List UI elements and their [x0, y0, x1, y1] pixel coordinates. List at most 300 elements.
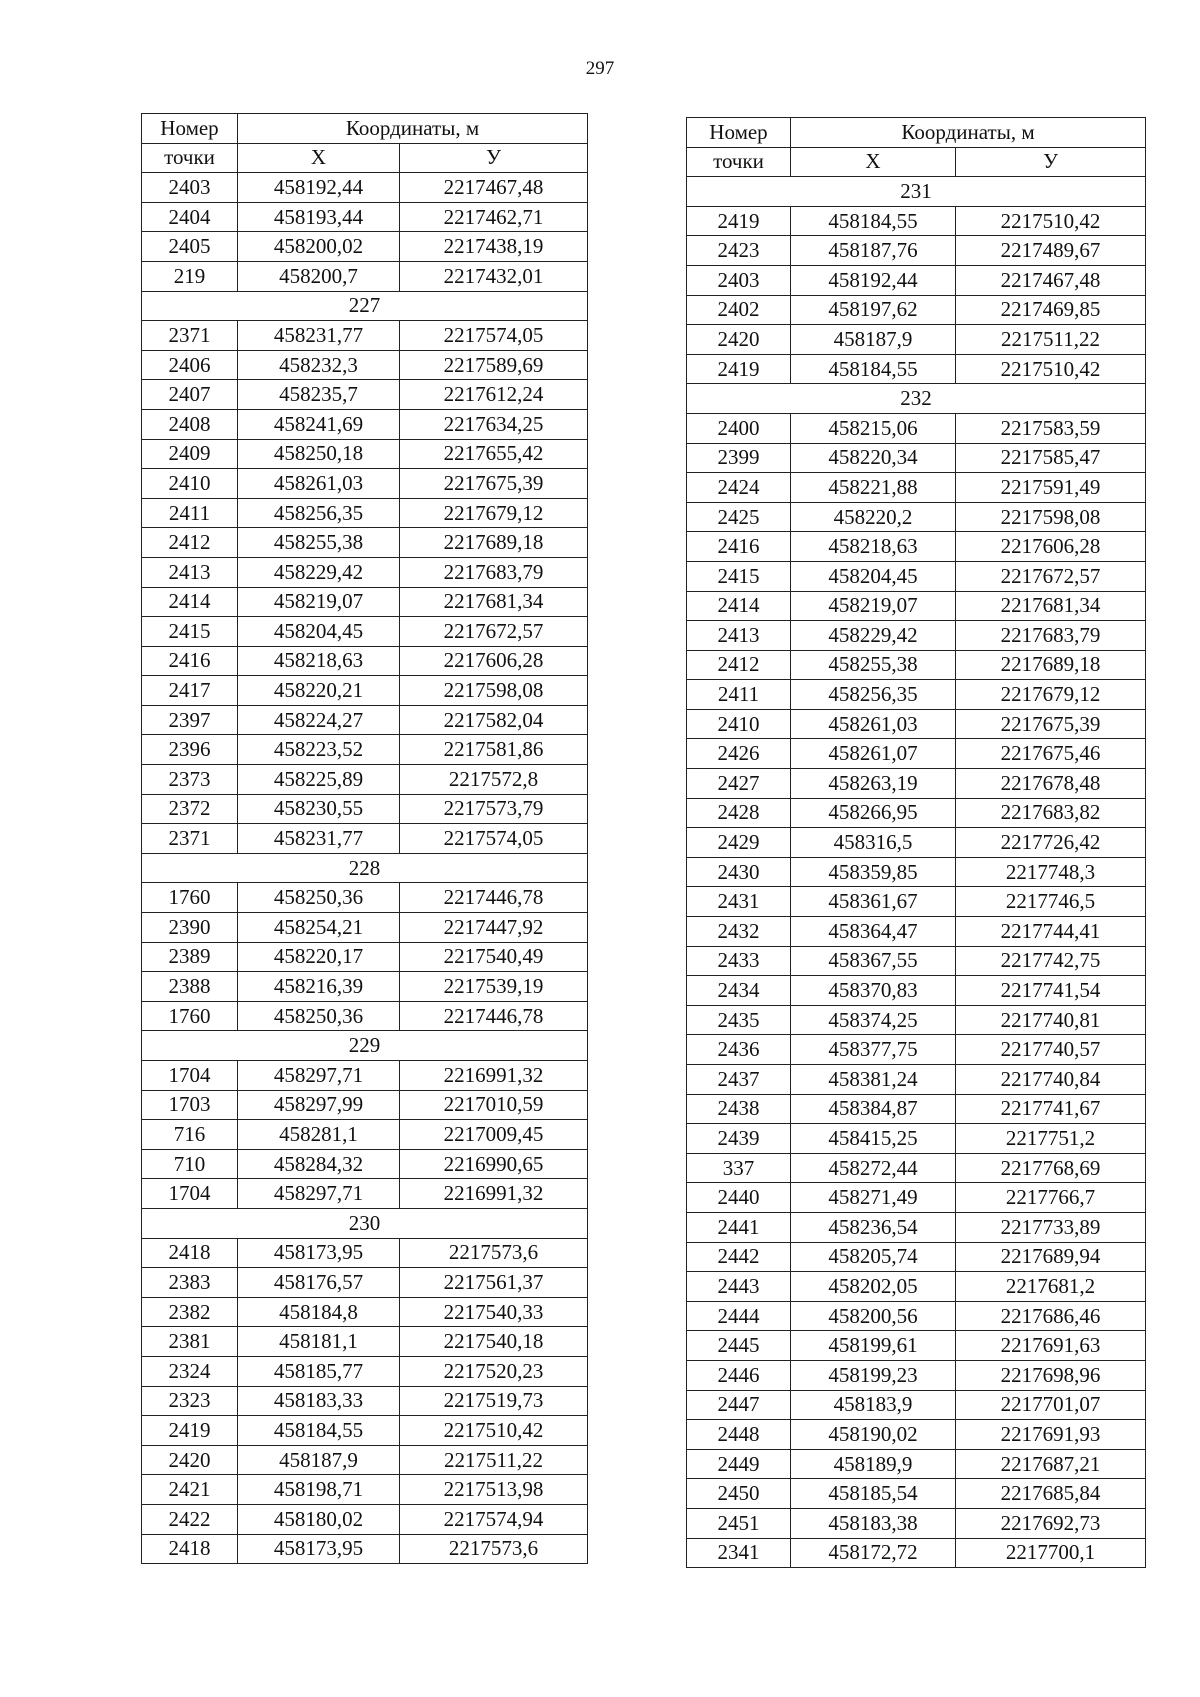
point-number-cell: 2372	[142, 794, 238, 824]
y-coordinate-cell: 2216990,65	[400, 1149, 588, 1179]
table-row	[142, 173, 588, 203]
point-number-cell: 2383	[142, 1268, 238, 1298]
table-row	[687, 621, 1146, 651]
y-coordinate-cell: 2217585,47	[956, 443, 1146, 473]
table-row	[687, 325, 1146, 355]
point-number-cell: 2417	[142, 676, 238, 706]
x-coordinate-cell: 458172,72	[791, 1538, 956, 1568]
table-row	[142, 1386, 588, 1416]
table-body-right	[687, 177, 1146, 1568]
section-row	[142, 853, 588, 883]
point-number-cell: 2450	[687, 1479, 791, 1509]
y-coordinate-cell: 2217681,2	[956, 1272, 1146, 1302]
x-coordinate-cell: 458229,42	[791, 621, 956, 651]
x-coordinate-cell: 458200,02	[238, 232, 400, 262]
y-coordinate-cell: 2217520,23	[400, 1356, 588, 1386]
y-coordinate-cell: 2217675,39	[956, 709, 1146, 739]
y-coordinate-cell: 2217519,73	[400, 1386, 588, 1416]
x-coordinate-cell: 458221,88	[791, 473, 956, 503]
y-coordinate-cell: 2217741,54	[956, 976, 1146, 1006]
x-coordinate-cell: 458374,25	[791, 1005, 956, 1035]
y-coordinate-cell: 2217510,42	[956, 206, 1146, 236]
x-coordinate-cell: 458220,2	[791, 502, 956, 532]
x-coordinate-cell: 458266,95	[791, 798, 956, 828]
y-coordinate-cell: 2217573,6	[400, 1534, 588, 1564]
table-row	[687, 1212, 1146, 1242]
point-number-cell: 2446	[687, 1360, 791, 1390]
table-row	[142, 1475, 588, 1505]
table-row	[687, 1242, 1146, 1272]
x-coordinate-cell: 458361,67	[791, 887, 956, 917]
coordinates-table-right	[686, 117, 1146, 1568]
x-coordinate-cell: 458241,69	[238, 409, 400, 439]
x-coordinate-cell: 458185,54	[791, 1479, 956, 1509]
section-number: 232	[687, 384, 1146, 414]
header-y: У	[956, 147, 1146, 177]
table-row	[142, 1061, 588, 1091]
point-number-cell: 2444	[687, 1301, 791, 1331]
x-coordinate-cell: 458220,17	[238, 942, 400, 972]
point-number-cell: 2435	[687, 1005, 791, 1035]
point-number-cell: 2424	[687, 473, 791, 503]
point-number-cell: 2403	[687, 265, 791, 295]
point-number-cell: 2410	[687, 709, 791, 739]
point-number-cell: 2442	[687, 1242, 791, 1272]
point-number-cell: 337	[687, 1153, 791, 1183]
y-coordinate-cell: 2217685,84	[956, 1479, 1146, 1509]
point-number-cell: 2400	[687, 413, 791, 443]
x-coordinate-cell: 458359,85	[791, 857, 956, 887]
y-coordinate-cell: 2217510,42	[400, 1416, 588, 1446]
header-y: У	[400, 143, 588, 173]
table-row	[687, 236, 1146, 266]
x-coordinate-cell: 458219,07	[791, 591, 956, 621]
point-number-cell: 2399	[687, 443, 791, 473]
y-coordinate-cell: 2217681,34	[956, 591, 1146, 621]
point-number-cell: 2409	[142, 439, 238, 469]
point-number-cell: 2440	[687, 1183, 791, 1213]
header-point-number-2: точки	[142, 143, 238, 173]
point-number-cell: 2441	[687, 1212, 791, 1242]
table-row	[142, 765, 588, 795]
table-row	[687, 887, 1146, 917]
table-row	[142, 350, 588, 380]
y-coordinate-cell: 2217683,79	[956, 621, 1146, 651]
y-coordinate-cell: 2217741,67	[956, 1094, 1146, 1124]
point-number-cell: 2403	[142, 173, 238, 203]
x-coordinate-cell: 458220,34	[791, 443, 956, 473]
x-coordinate-cell: 458381,24	[791, 1065, 956, 1095]
table-row	[142, 735, 588, 765]
point-number-cell: 2438	[687, 1094, 791, 1124]
point-number-cell: 2411	[142, 498, 238, 528]
x-coordinate-cell: 458220,21	[238, 676, 400, 706]
point-number-cell: 2418	[142, 1238, 238, 1268]
x-coordinate-cell: 458256,35	[238, 498, 400, 528]
y-coordinate-cell: 2217675,46	[956, 739, 1146, 769]
y-coordinate-cell: 2217591,49	[956, 473, 1146, 503]
y-coordinate-cell: 2217467,48	[956, 265, 1146, 295]
y-coordinate-cell: 2217691,93	[956, 1420, 1146, 1450]
x-coordinate-cell: 458184,8	[238, 1297, 400, 1327]
point-number-cell: 2448	[687, 1420, 791, 1450]
y-coordinate-cell: 2217574,05	[400, 824, 588, 854]
section-row	[687, 177, 1146, 207]
table-row	[142, 439, 588, 469]
x-coordinate-cell: 458272,44	[791, 1153, 956, 1183]
table-row	[687, 1035, 1146, 1065]
y-coordinate-cell: 2217748,3	[956, 857, 1146, 887]
table-row	[687, 650, 1146, 680]
point-number-cell: 2416	[687, 532, 791, 562]
point-number-cell: 2422	[142, 1504, 238, 1534]
x-coordinate-cell: 458254,21	[238, 913, 400, 943]
table-row	[142, 705, 588, 735]
y-coordinate-cell: 2217467,48	[400, 173, 588, 203]
point-number-cell: 2390	[142, 913, 238, 943]
point-number-cell: 2412	[142, 528, 238, 558]
y-coordinate-cell: 2217511,22	[956, 325, 1146, 355]
table-row	[142, 1445, 588, 1475]
y-coordinate-cell: 2217701,07	[956, 1390, 1146, 1420]
y-coordinate-cell: 2217446,78	[400, 1001, 588, 1031]
x-coordinate-cell: 458199,23	[791, 1360, 956, 1390]
y-coordinate-cell: 2217010,59	[400, 1090, 588, 1120]
y-coordinate-cell: 2217689,18	[956, 650, 1146, 680]
table-row	[142, 528, 588, 558]
point-number-cell: 2381	[142, 1327, 238, 1357]
y-coordinate-cell: 2217598,08	[400, 676, 588, 706]
y-coordinate-cell: 2217683,79	[400, 557, 588, 587]
y-coordinate-cell: 2217700,1	[956, 1538, 1146, 1568]
x-coordinate-cell: 458223,52	[238, 735, 400, 765]
point-number-cell: 2432	[687, 917, 791, 947]
x-coordinate-cell: 458377,75	[791, 1035, 956, 1065]
table-row	[142, 1268, 588, 1298]
x-coordinate-cell: 458204,45	[791, 561, 956, 591]
point-number-cell: 2429	[687, 828, 791, 858]
header-point-number: Номер	[142, 114, 238, 144]
header-row-2	[687, 147, 1146, 177]
table-row	[142, 1149, 588, 1179]
table-row	[687, 502, 1146, 532]
x-coordinate-cell: 458192,44	[238, 173, 400, 203]
y-coordinate-cell: 2217751,2	[956, 1124, 1146, 1154]
table-row	[142, 409, 588, 439]
table-row	[687, 1272, 1146, 1302]
table-row	[687, 709, 1146, 739]
page-number: 297	[585, 58, 615, 79]
y-coordinate-cell: 2217446,78	[400, 883, 588, 913]
point-number-cell: 2427	[687, 769, 791, 799]
table-row	[687, 917, 1146, 947]
y-coordinate-cell: 2217540,49	[400, 942, 588, 972]
section-number: 228	[142, 853, 588, 883]
point-number-cell: 2407	[142, 380, 238, 410]
x-coordinate-cell: 458263,19	[791, 769, 956, 799]
y-coordinate-cell: 2217726,42	[956, 828, 1146, 858]
table-row	[142, 232, 588, 262]
point-number-cell: 1703	[142, 1090, 238, 1120]
x-coordinate-cell: 458193,44	[238, 202, 400, 232]
y-coordinate-cell: 2217679,12	[400, 498, 588, 528]
point-number-cell: 2410	[142, 469, 238, 499]
table-row	[142, 617, 588, 647]
x-coordinate-cell: 458183,38	[791, 1508, 956, 1538]
point-number-cell: 2388	[142, 972, 238, 1002]
point-number-cell: 2433	[687, 946, 791, 976]
y-coordinate-cell: 2217469,85	[956, 295, 1146, 325]
y-coordinate-cell: 2217539,19	[400, 972, 588, 1002]
x-coordinate-cell: 458284,32	[238, 1149, 400, 1179]
y-coordinate-cell: 2217581,86	[400, 735, 588, 765]
point-number-cell: 1704	[142, 1061, 238, 1091]
x-coordinate-cell: 458250,36	[238, 1001, 400, 1031]
y-coordinate-cell: 2217672,57	[956, 561, 1146, 591]
x-coordinate-cell: 458200,56	[791, 1301, 956, 1331]
table-row	[142, 676, 588, 706]
table-row	[142, 1001, 588, 1031]
table-row	[687, 532, 1146, 562]
table-row	[687, 1360, 1146, 1390]
point-number-cell: 2415	[687, 561, 791, 591]
point-number-cell: 2443	[687, 1272, 791, 1302]
x-coordinate-cell: 458181,1	[238, 1327, 400, 1357]
section-row	[142, 1031, 588, 1061]
x-coordinate-cell: 458235,7	[238, 380, 400, 410]
point-number-cell: 2437	[687, 1065, 791, 1095]
x-coordinate-cell: 458364,47	[791, 917, 956, 947]
table-row	[687, 828, 1146, 858]
table-row	[142, 202, 588, 232]
point-number-cell: 2451	[687, 1508, 791, 1538]
point-number-cell: 2371	[142, 321, 238, 351]
table-row	[687, 1449, 1146, 1479]
x-coordinate-cell: 458255,38	[238, 528, 400, 558]
point-number-cell: 2389	[142, 942, 238, 972]
y-coordinate-cell: 2217742,75	[956, 946, 1146, 976]
y-coordinate-cell: 2217582,04	[400, 705, 588, 735]
y-coordinate-cell: 2217438,19	[400, 232, 588, 262]
y-coordinate-cell: 2217740,84	[956, 1065, 1146, 1095]
table-row	[142, 469, 588, 499]
table-row	[687, 857, 1146, 887]
table-row	[142, 1120, 588, 1150]
table-row	[687, 561, 1146, 591]
header-coordinates: Координаты, м	[791, 118, 1146, 148]
point-number-cell: 2449	[687, 1449, 791, 1479]
point-number-cell: 1760	[142, 883, 238, 913]
point-number-cell: 2382	[142, 1297, 238, 1327]
table-row	[687, 1005, 1146, 1035]
table-row	[687, 413, 1146, 443]
table-row	[687, 769, 1146, 799]
table-row	[142, 972, 588, 1002]
y-coordinate-cell: 2217687,21	[956, 1449, 1146, 1479]
point-number-cell: 2341	[687, 1538, 791, 1568]
table-row	[687, 265, 1146, 295]
x-coordinate-cell: 458236,54	[791, 1212, 956, 1242]
x-coordinate-cell: 458297,99	[238, 1090, 400, 1120]
table-row	[687, 354, 1146, 384]
y-coordinate-cell: 2217561,37	[400, 1268, 588, 1298]
x-coordinate-cell: 458297,71	[238, 1179, 400, 1209]
x-coordinate-cell: 458199,61	[791, 1331, 956, 1361]
point-number-cell: 1704	[142, 1179, 238, 1209]
y-coordinate-cell: 2217462,71	[400, 202, 588, 232]
point-number-cell: 2412	[687, 650, 791, 680]
header-row-2	[142, 143, 588, 173]
y-coordinate-cell: 2216991,32	[400, 1179, 588, 1209]
point-number-cell: 2397	[142, 705, 238, 735]
header-row-1	[142, 114, 588, 144]
y-coordinate-cell: 2217744,41	[956, 917, 1146, 947]
table-row	[142, 913, 588, 943]
section-row	[687, 384, 1146, 414]
y-coordinate-cell: 2217606,28	[400, 646, 588, 676]
y-coordinate-cell: 2217540,18	[400, 1327, 588, 1357]
table-row	[142, 1504, 588, 1534]
section-number: 227	[142, 291, 588, 321]
header-x: Х	[791, 147, 956, 177]
table-row	[687, 1124, 1146, 1154]
x-coordinate-cell: 458229,42	[238, 557, 400, 587]
table-row	[687, 1094, 1146, 1124]
table-row	[142, 1416, 588, 1446]
point-number-cell: 2420	[687, 325, 791, 355]
table-row	[142, 883, 588, 913]
y-coordinate-cell: 2217768,69	[956, 1153, 1146, 1183]
point-number-cell: 2419	[687, 206, 791, 236]
table-row	[687, 473, 1146, 503]
x-coordinate-cell: 458225,89	[238, 765, 400, 795]
x-coordinate-cell: 458230,55	[238, 794, 400, 824]
point-number-cell: 2419	[687, 354, 791, 384]
point-number-cell: 2323	[142, 1386, 238, 1416]
x-coordinate-cell: 458297,71	[238, 1061, 400, 1091]
x-coordinate-cell: 458184,55	[791, 206, 956, 236]
point-number-cell: 2426	[687, 739, 791, 769]
x-coordinate-cell: 458183,9	[791, 1390, 956, 1420]
point-number-cell: 2411	[687, 680, 791, 710]
table-row	[687, 1301, 1146, 1331]
y-coordinate-cell: 2217681,34	[400, 587, 588, 617]
y-coordinate-cell: 2217606,28	[956, 532, 1146, 562]
header-row-1	[687, 118, 1146, 148]
x-coordinate-cell: 458281,1	[238, 1120, 400, 1150]
point-number-cell: 2413	[142, 557, 238, 587]
table-row	[142, 794, 588, 824]
point-number-cell: 2396	[142, 735, 238, 765]
table-row	[687, 976, 1146, 1006]
table-row	[142, 498, 588, 528]
point-number-cell: 2414	[687, 591, 791, 621]
y-coordinate-cell: 2217692,73	[956, 1508, 1146, 1538]
point-number-cell: 2421	[142, 1475, 238, 1505]
y-coordinate-cell: 2217574,94	[400, 1504, 588, 1534]
point-number-cell: 2324	[142, 1356, 238, 1386]
y-coordinate-cell: 2217513,98	[400, 1475, 588, 1505]
y-coordinate-cell: 2217598,08	[956, 502, 1146, 532]
x-coordinate-cell: 458189,9	[791, 1449, 956, 1479]
y-coordinate-cell: 2217678,48	[956, 769, 1146, 799]
table-row	[142, 1238, 588, 1268]
x-coordinate-cell: 458224,27	[238, 705, 400, 735]
x-coordinate-cell: 458261,07	[791, 739, 956, 769]
point-number-cell: 2371	[142, 824, 238, 854]
x-coordinate-cell: 458192,44	[791, 265, 956, 295]
point-number-cell: 2439	[687, 1124, 791, 1154]
y-coordinate-cell: 2217573,6	[400, 1238, 588, 1268]
point-number-cell: 2430	[687, 857, 791, 887]
y-coordinate-cell: 2217689,94	[956, 1242, 1146, 1272]
x-coordinate-cell: 458250,18	[238, 439, 400, 469]
y-coordinate-cell: 2217691,63	[956, 1331, 1146, 1361]
x-coordinate-cell: 458187,9	[238, 1445, 400, 1475]
y-coordinate-cell: 2217009,45	[400, 1120, 588, 1150]
x-coordinate-cell: 458218,63	[238, 646, 400, 676]
table-row	[687, 1153, 1146, 1183]
point-number-cell: 2414	[142, 587, 238, 617]
x-coordinate-cell: 458183,33	[238, 1386, 400, 1416]
section-number: 231	[687, 177, 1146, 207]
x-coordinate-cell: 458256,35	[791, 680, 956, 710]
x-coordinate-cell: 458180,02	[238, 1504, 400, 1534]
x-coordinate-cell: 458198,71	[238, 1475, 400, 1505]
point-number-cell: 716	[142, 1120, 238, 1150]
y-coordinate-cell: 2217672,57	[400, 617, 588, 647]
x-coordinate-cell: 458384,87	[791, 1094, 956, 1124]
point-number-cell: 2445	[687, 1331, 791, 1361]
y-coordinate-cell: 2217634,25	[400, 409, 588, 439]
y-coordinate-cell: 2217655,42	[400, 439, 588, 469]
x-coordinate-cell: 458255,38	[791, 650, 956, 680]
x-coordinate-cell: 458219,07	[238, 587, 400, 617]
y-coordinate-cell: 2217574,05	[400, 321, 588, 351]
x-coordinate-cell: 458205,74	[791, 1242, 956, 1272]
header-coordinates: Координаты, м	[238, 114, 588, 144]
y-coordinate-cell: 2217740,57	[956, 1035, 1146, 1065]
table-row	[142, 1297, 588, 1327]
section-row	[142, 291, 588, 321]
x-coordinate-cell: 458204,45	[238, 617, 400, 647]
x-coordinate-cell: 458231,77	[238, 321, 400, 351]
x-coordinate-cell: 458187,76	[791, 236, 956, 266]
x-coordinate-cell: 458415,25	[791, 1124, 956, 1154]
x-coordinate-cell: 458231,77	[238, 824, 400, 854]
point-number-cell: 2408	[142, 409, 238, 439]
point-number-cell: 2405	[142, 232, 238, 262]
y-coordinate-cell: 2217679,12	[956, 680, 1146, 710]
table-row	[687, 1508, 1146, 1538]
table-row	[687, 798, 1146, 828]
y-coordinate-cell: 2217683,82	[956, 798, 1146, 828]
x-coordinate-cell: 458187,9	[791, 325, 956, 355]
x-coordinate-cell: 458200,7	[238, 261, 400, 291]
section-row	[142, 1208, 588, 1238]
x-coordinate-cell: 458202,05	[791, 1272, 956, 1302]
table-row	[687, 946, 1146, 976]
y-coordinate-cell: 2217572,8	[400, 765, 588, 795]
header-x: Х	[238, 143, 400, 173]
point-number-cell: 2406	[142, 350, 238, 380]
point-number-cell: 2428	[687, 798, 791, 828]
table-row	[142, 1327, 588, 1357]
y-coordinate-cell: 2217698,96	[956, 1360, 1146, 1390]
x-coordinate-cell: 458173,95	[238, 1238, 400, 1268]
point-number-cell: 2423	[687, 236, 791, 266]
table-body-left	[142, 173, 588, 1564]
